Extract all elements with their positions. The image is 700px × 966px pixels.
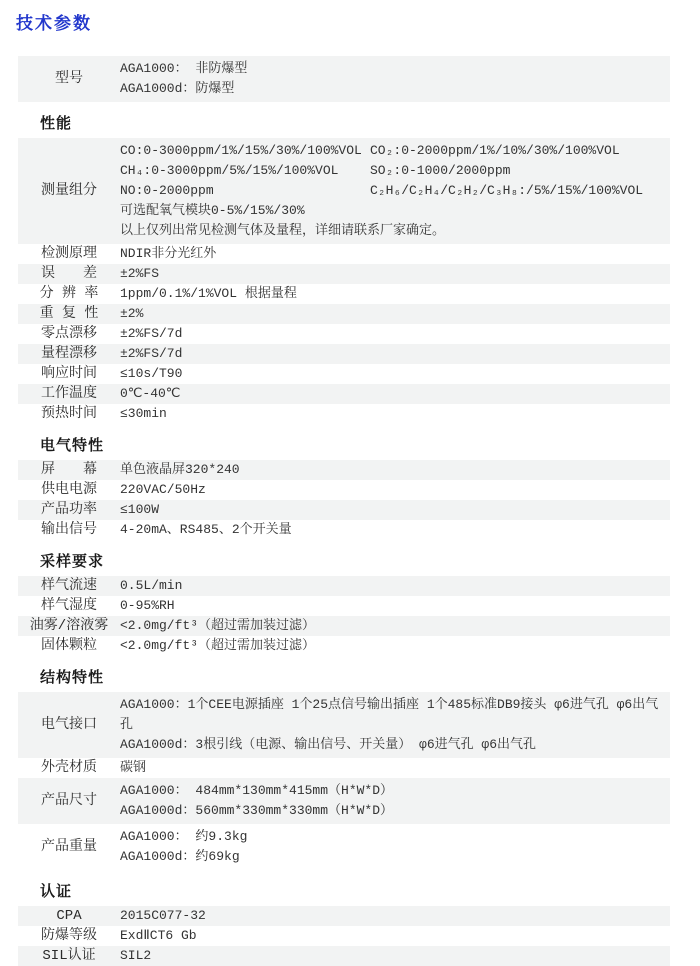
row-label: 样气湿度: [41, 598, 97, 614]
row-label: 预热时间: [41, 406, 97, 422]
row-label: 固体颗粒: [41, 638, 97, 654]
value-line: 可选配氧气模块0-5%/15%/30%: [120, 203, 305, 218]
section-header: 电气特性: [40, 437, 105, 454]
row-label: 误 差: [41, 266, 97, 282]
row-label: 工作温度: [41, 386, 97, 402]
value-line: AGA1000： 约9.3kg: [120, 829, 248, 844]
row-label: 量程漂移: [41, 346, 97, 362]
spec-section: [18, 56, 670, 102]
spec-row: [18, 636, 670, 656]
spec-row: [18, 500, 670, 520]
spec-row: [18, 926, 670, 946]
spec-row: [18, 576, 670, 596]
spec-row: [18, 404, 670, 424]
spec-row: [18, 244, 670, 264]
row-label: 供电电源: [41, 482, 97, 498]
row-label: 电气接口: [41, 717, 97, 733]
spec-sheet-page: [0, 14, 700, 966]
row-label: 测量组分: [41, 183, 97, 199]
row-value: 1ppm/0.1%/1%VOL 根据量程: [120, 286, 297, 301]
row-label: SIL认证: [42, 948, 96, 964]
spec-section: [18, 114, 670, 424]
row-value: 0℃-40℃: [120, 386, 181, 401]
row-label: 分 辨 率: [39, 286, 99, 302]
spec-row: [18, 324, 670, 344]
value-line: AGA1000d：防爆型: [120, 81, 235, 96]
spec-row: [18, 778, 670, 824]
row-value: SIL2: [120, 948, 152, 963]
row-value: 单色液晶屏320*240: [120, 462, 240, 477]
value-line: AGA1000d：3根引线（电源、输出信号、开关量） φ6进气孔 φ6出气孔: [120, 737, 537, 752]
spec-row: [18, 284, 670, 304]
row-label: 产品功率: [41, 502, 97, 518]
spec-row: [18, 758, 670, 778]
value-line: 以上仅列出常见检测气体及量程，详细请联系厂家确定。: [120, 223, 446, 238]
row-label: 检测原理: [41, 246, 97, 262]
row-label: 样气流速: [41, 578, 97, 594]
section-header: 采样要求: [40, 553, 105, 570]
row-label: 外壳材质: [41, 760, 97, 776]
row-label: 响应时间: [41, 366, 97, 382]
row-label: 零点漂移: [41, 326, 97, 342]
row-value: ≤10s/T90: [120, 366, 183, 381]
spec-row: [18, 264, 670, 284]
row-value: [120, 59, 670, 99]
value-line: [120, 161, 670, 181]
row-label: 产品重量: [41, 839, 97, 855]
value-line: AGA1000d：560mm*330mm*330mm（H*W*D）: [120, 803, 394, 818]
value-line: [120, 181, 670, 201]
row-label: 产品尺寸: [41, 793, 97, 809]
spec-row: [18, 480, 670, 500]
row-value: 2015C077-32: [120, 908, 206, 923]
spec-section: [18, 552, 670, 656]
row-value: NDIR非分光红外: [120, 246, 217, 261]
row-label: 型号: [55, 71, 83, 87]
row-value: 220VAC/50Hz: [120, 482, 206, 497]
value-line: AGA1000：1个CEE电源插座 1个25点信号输出插座 1个485标准DB9接头 φ6进气孔 φ6出气孔: [120, 697, 659, 732]
row-label: 输出信号: [41, 522, 97, 538]
row-label: 重 复 性: [39, 306, 99, 322]
value-line: AGA1000： 非防爆型: [120, 61, 248, 76]
row-value: <2.0mg/ft³（超过需加装过滤）: [120, 638, 316, 653]
page-title: 技术参数: [16, 14, 92, 33]
pair-left: CO:0-3000ppm/1%/15%/30%/100%VOL: [120, 143, 362, 158]
row-label: 油雾/溶液雾: [29, 618, 109, 634]
row-label: CPA: [56, 908, 82, 924]
row-value: 4-20mA、RS485、2个开关量: [120, 522, 292, 537]
row-value: 碳钢: [120, 760, 147, 775]
spec-row: [18, 364, 670, 384]
value-line: AGA1000： 484mm*130mm*415mm（H*W*D）: [120, 783, 394, 798]
spec-table: [18, 56, 670, 966]
spec-section: [18, 668, 670, 870]
spec-row: [18, 344, 670, 364]
section-header: 结构特性: [40, 669, 105, 686]
value-line: AGA1000d：约69kg: [120, 849, 240, 864]
spec-row: [18, 304, 670, 324]
spec-row: [18, 946, 670, 966]
spec-row: [18, 138, 670, 244]
pair-left: NO:0-2000ppm: [120, 183, 214, 198]
row-value: ±2%FS/7d: [120, 346, 183, 361]
row-value: [120, 695, 670, 755]
value-line: [120, 141, 670, 161]
spec-row: [18, 906, 670, 926]
spec-row: [18, 384, 670, 404]
row-value: ±2%: [120, 306, 144, 321]
row-value: [120, 827, 670, 867]
row-value: 0.5L/min: [120, 578, 183, 593]
row-value: [120, 141, 670, 241]
spec-row: [18, 460, 670, 480]
spec-section: [18, 436, 670, 540]
row-value: <2.0mg/ft³（超过需加装过滤）: [120, 618, 316, 633]
pair-right: CO₂:0-2000ppm/1%/10%/30%/100%VOL: [370, 143, 620, 158]
row-label: 屏 幕: [41, 462, 97, 478]
spec-row: [18, 692, 670, 758]
row-value: [120, 781, 670, 821]
spec-row: [18, 616, 670, 636]
pair-left: CH₄:0-3000ppm/5%/15%/100%VOL: [120, 163, 339, 178]
pair-right: C₂H₆/C₂H₄/C₂H₂/C₃H₈:/5%/15%/100%VOL: [370, 183, 644, 198]
row-label: 防爆等级: [41, 928, 97, 944]
row-value: ±2%FS/7d: [120, 326, 183, 341]
pair-right: SO₂:0-1000/2000ppm: [370, 163, 511, 178]
row-value: ≤100W: [120, 502, 160, 517]
row-value: 0-95%RH: [120, 598, 175, 613]
row-value: ≤30min: [120, 406, 167, 421]
section-header: 性能: [40, 115, 73, 132]
row-value: ±2%FS: [120, 266, 160, 281]
section-header: 认证: [40, 883, 73, 900]
spec-row: [18, 596, 670, 616]
spec-row: [18, 824, 670, 870]
spec-row: [18, 520, 670, 540]
spec-row: [18, 56, 670, 102]
spec-section: [18, 882, 670, 966]
row-value: ExdⅡCT6 Gb: [120, 928, 197, 943]
